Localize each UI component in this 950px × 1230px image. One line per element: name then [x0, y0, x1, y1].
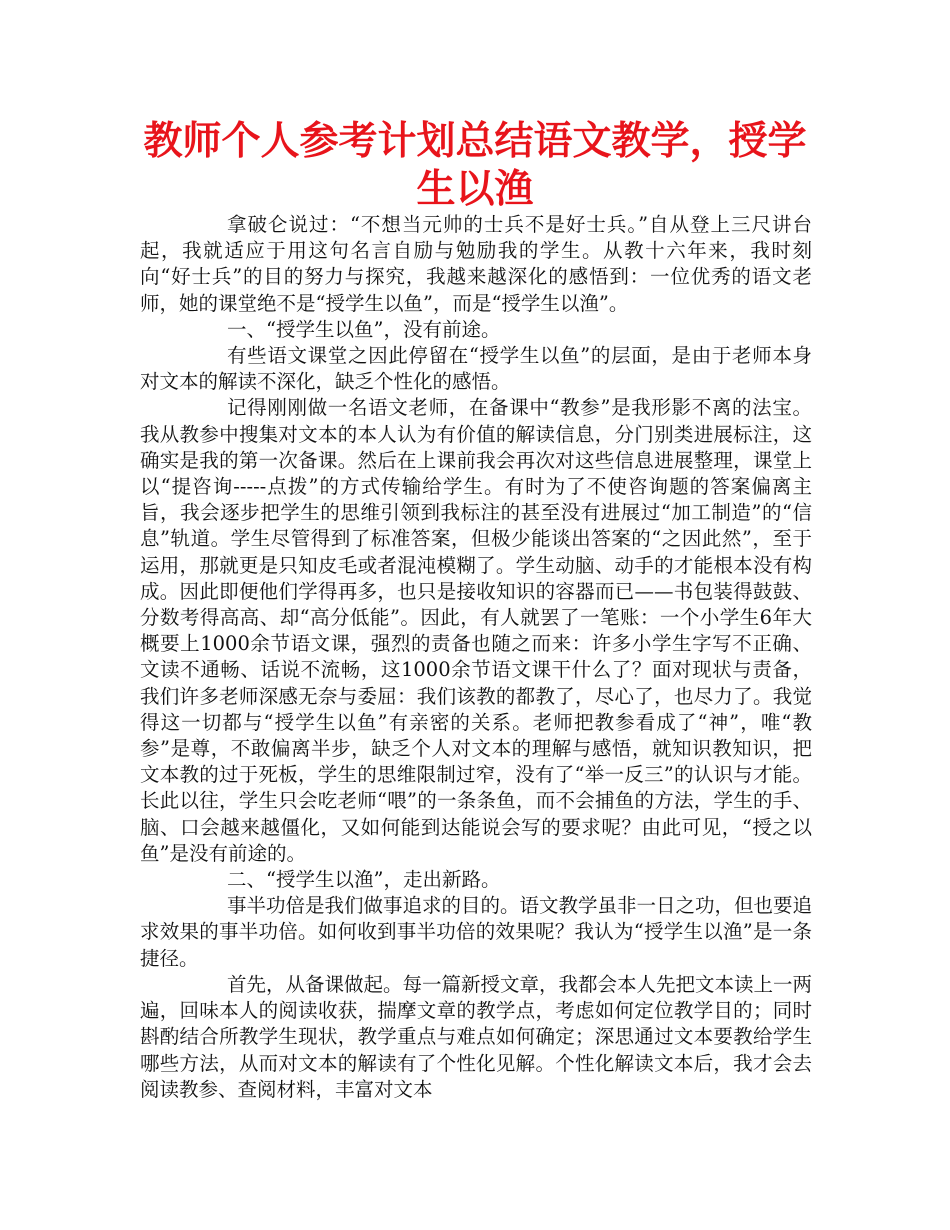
- document-body: [140, 212, 812, 1103]
- paragraph-6: 首先，从备课做起。每一篇新授文章，我都会本人先把文本读上一两遍，回味本人的阅读收获，揣摩文章的教学点，考虑如何定位教学目的；同时斟酌结合所教学生现状，教学重点与难点如何确定；深思通过文本要教给学生哪些方法，从而对文本的解读有了个性化见解。个性化解读文本后，我才会去阅读教参、查阅材料，丰富对文本: [140, 972, 813, 1101]
- paragraph-5: 事半功倍是我们做事追求的目的。语文教学虽非一日之功，但也要追求效果的事半功倍。如何收到事半功倍的效果呢？我认为“授学生以渔”是一条捷径。: [140, 894, 813, 970]
- section-heading-2: 二、“授学生以渔”，走出新路。: [227, 868, 501, 892]
- paragraph-2: 有些语文课堂之因此停留在“授学生以鱼”的层面，是由于老师本身对文本的解读不深化，缺乏个性化的感悟。: [140, 344, 812, 394]
- document-title: 教师个人参考计划总结语文教学，授学生以渔: [143, 119, 807, 212]
- paragraph-intro: 拿破仑说过：“不想当元帅的士兵不是好士兵。”自从登上三尺讲台起，我就适应于用这句名言自励与勉励我的学生。从教十六年来，我时刻向“好士兵”的目的努力与探究，我越来越深化的感悟到：一位优秀的语文老师，她的课堂绝不是“授学生以鱼”，而是“授学生以渔”。: [140, 213, 812, 315]
- section-heading-1: 一、“授学生以鱼”，没有前途。: [227, 317, 501, 341]
- paragraph-3: 记得刚刚做一名语文老师，在备课中“教参”是我形影不离的法宝。我从教参中搜集对文本的本人认为有价值的解读信息，分门别类进展标注，这确实是我的第一次备课。然后在上课前我会再次对这些信息进展整理，课堂上以“提咨询-----点拨”的方式传输给学生。有时为了不使咨询题的答案偏离主旨，我会逐步把学生的思维引领到我标注的甚至没有进展过“加工制造”的“信息”轨道。学生尽管得到了标准答案，但极少能谈出答案的“之因此然”，至于运用，那就更是只知皮毛或者混沌模糊了。学生动脑、动手的才能根本没有构成。因此即便他们学得再多，也只是接收知识的容器而已——书包装得鼓鼓、分数考得高高、却“高分低能”。因此，有人就罢了一笔账：一个小学生6年大概要上1000余节语文课，强烈的责备也随之而来：许多小学生字写不正确、文读不通畅、话说不流畅，这1000余节语文课干什么了？面对现状与责备，我们许多老师深感无奈与委屈：我们该教的都教了，尽心了，也尽力了。我觉得这一切都与“授学生以鱼”有亲密的关系。老师把教参看成了“神”，唯“教参”是尊，不敢偏离半步，缺乏个人对文本的理解与感悟，就知识教知识，把文本教的过于死板，学生的思维限制过窄，没有了“举一反三”的认识与才能。长此以往，学生只会吃老师“喂”的一条条鱼，而不会捕鱼的方法，学生的手、脑、口会越来越僵化，又如何能到达能说会写的要求呢？由此可见，“授之以鱼”是没有前途的。: [140, 396, 812, 865]
